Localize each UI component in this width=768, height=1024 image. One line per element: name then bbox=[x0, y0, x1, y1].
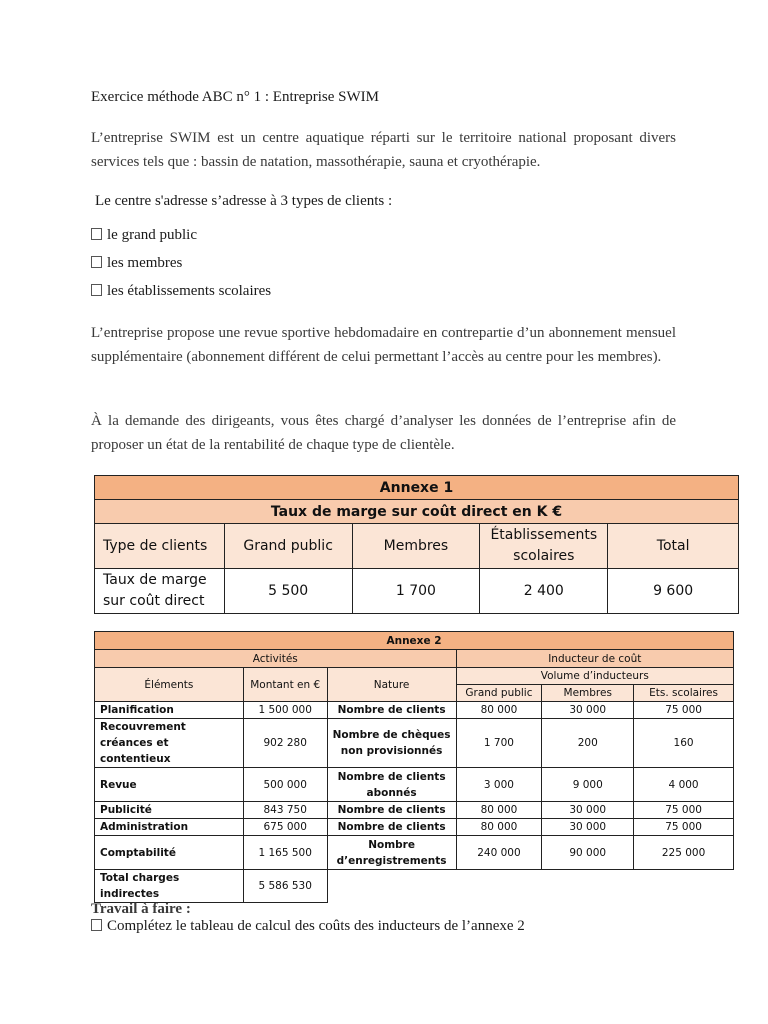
row-ets: 225 000 bbox=[634, 836, 734, 870]
row-gp: 240 000 bbox=[456, 836, 542, 870]
row-nature: Nombre de clients bbox=[327, 802, 456, 819]
header-grand-public: Grand public bbox=[456, 685, 542, 702]
row-ets: 75 000 bbox=[634, 802, 734, 819]
row-nature: Nombre de chèques non provisionnés bbox=[327, 719, 456, 768]
row-nature: Nombre d’enregistrements bbox=[327, 836, 456, 870]
row-gp: 80 000 bbox=[456, 702, 542, 719]
row-membres: 30 000 bbox=[542, 819, 634, 836]
clients-lead: Le centre s'adresse s’adresse à 3 types de clients : bbox=[95, 193, 393, 209]
checkbox-icon bbox=[91, 256, 102, 268]
intro-paragraph: L’entreprise SWIM est un centre aquatique réparti sur le territoire national proposant divers services tels que : bassin de natation, massothérapie, sauna et cryothérapie. bbox=[91, 130, 676, 170]
row-element: Administration bbox=[95, 819, 244, 836]
annexe-1-table bbox=[94, 475, 739, 614]
header-etablissements: Établissements scolaires bbox=[480, 524, 608, 569]
travail-title: Travail à faire : bbox=[91, 901, 191, 917]
row-membres: 30 000 bbox=[542, 802, 634, 819]
annexe-1-title: Annexe 1 bbox=[95, 476, 739, 500]
header-montant: Montant en € bbox=[243, 668, 327, 702]
row-element: Revue bbox=[95, 768, 244, 802]
table-row bbox=[95, 836, 734, 870]
row-element: Planification bbox=[95, 702, 244, 719]
row-ets: 160 bbox=[634, 719, 734, 768]
checkbox-icon bbox=[91, 284, 102, 296]
client-type-item: le grand public bbox=[91, 227, 197, 244]
row-nature: Nombre de clients abonnés bbox=[327, 768, 456, 802]
value-etablissements: 2 400 bbox=[480, 569, 608, 614]
row-gp: 1 700 bbox=[456, 719, 542, 768]
row-element: Comptabilité bbox=[95, 836, 244, 870]
revue-paragraph: L’entreprise propose une revue sportive hebdomadaire en contrepartie d’un abonnement mensuel supplémentaire (abonnement différent de celui permettant l’accès au centre pour les membres). bbox=[91, 325, 676, 365]
header-activites: Activités bbox=[95, 650, 457, 668]
travail-item: Complétez le tableau de calcul des coûts des inducteurs de l’annexe 2 bbox=[91, 918, 525, 935]
header-membres: Membres bbox=[352, 524, 480, 569]
annexe-1-subtitle: Taux de marge sur coût direct en K € bbox=[95, 500, 739, 524]
total-value: 5 586 530 bbox=[243, 870, 327, 903]
value-total: 9 600 bbox=[608, 569, 739, 614]
table-row bbox=[95, 802, 734, 819]
row-montant: 1 500 000 bbox=[243, 702, 327, 719]
row-nature: Nombre de clients bbox=[327, 702, 456, 719]
value-grand-public: 5 500 bbox=[224, 569, 352, 614]
value-membres: 1 700 bbox=[352, 569, 480, 614]
header-grand-public: Grand public bbox=[224, 524, 352, 569]
client-type-item: les établissements scolaires bbox=[91, 283, 271, 300]
row-gp: 3 000 bbox=[456, 768, 542, 802]
header-total: Total bbox=[608, 524, 739, 569]
row-element: Publicité bbox=[95, 802, 244, 819]
table-row bbox=[95, 702, 734, 719]
client-type-item: les membres bbox=[91, 255, 182, 272]
row-ets: 4 000 bbox=[634, 768, 734, 802]
header-nature: Nature bbox=[327, 668, 456, 702]
row-ets: 75 000 bbox=[634, 702, 734, 719]
annexe-2-table bbox=[94, 631, 734, 903]
row-element: Recouvrement créances et contentieux bbox=[95, 719, 244, 768]
demande-paragraph: À la demande des dirigeants, vous êtes chargé d’analyser les données de l’entreprise afin de proposer un état de la rentabilité de chaque type de clientèle. bbox=[91, 413, 676, 453]
total-row bbox=[95, 870, 734, 903]
row-montant: 675 000 bbox=[243, 819, 327, 836]
annexe-2-title: Annexe 2 bbox=[95, 632, 734, 650]
row-membres: 30 000 bbox=[542, 702, 634, 719]
row-montant: 1 165 500 bbox=[243, 836, 327, 870]
table-row bbox=[95, 719, 734, 768]
header-membres: Membres bbox=[542, 685, 634, 702]
checkbox-icon bbox=[91, 228, 102, 240]
header-type-clients: Type de clients bbox=[95, 524, 225, 569]
header-elements: Éléments bbox=[95, 668, 244, 702]
row-ets: 75 000 bbox=[634, 819, 734, 836]
row-gp: 80 000 bbox=[456, 802, 542, 819]
empty-cell bbox=[327, 870, 733, 903]
row-membres: 90 000 bbox=[542, 836, 634, 870]
table-row bbox=[95, 819, 734, 836]
total-label: Total charges indirectes bbox=[95, 870, 244, 903]
row-montant: 500 000 bbox=[243, 768, 327, 802]
row-membres: 9 000 bbox=[542, 768, 634, 802]
exercise-title: Exercice méthode ABC n° 1 : Entreprise SWIM bbox=[91, 89, 380, 105]
row-label-taux-marge: Taux de marge sur coût direct bbox=[95, 569, 225, 614]
header-ets-scolaires: Ets. scolaires bbox=[634, 685, 734, 702]
header-inducteur: Inducteur de coût bbox=[456, 650, 733, 668]
checkbox-icon bbox=[91, 919, 102, 931]
header-volume: Volume d’inducteurs bbox=[456, 668, 733, 685]
table-row bbox=[95, 768, 734, 802]
row-montant: 902 280 bbox=[243, 719, 327, 768]
row-gp: 80 000 bbox=[456, 819, 542, 836]
row-montant: 843 750 bbox=[243, 802, 327, 819]
row-nature: Nombre de clients bbox=[327, 819, 456, 836]
row-membres: 200 bbox=[542, 719, 634, 768]
